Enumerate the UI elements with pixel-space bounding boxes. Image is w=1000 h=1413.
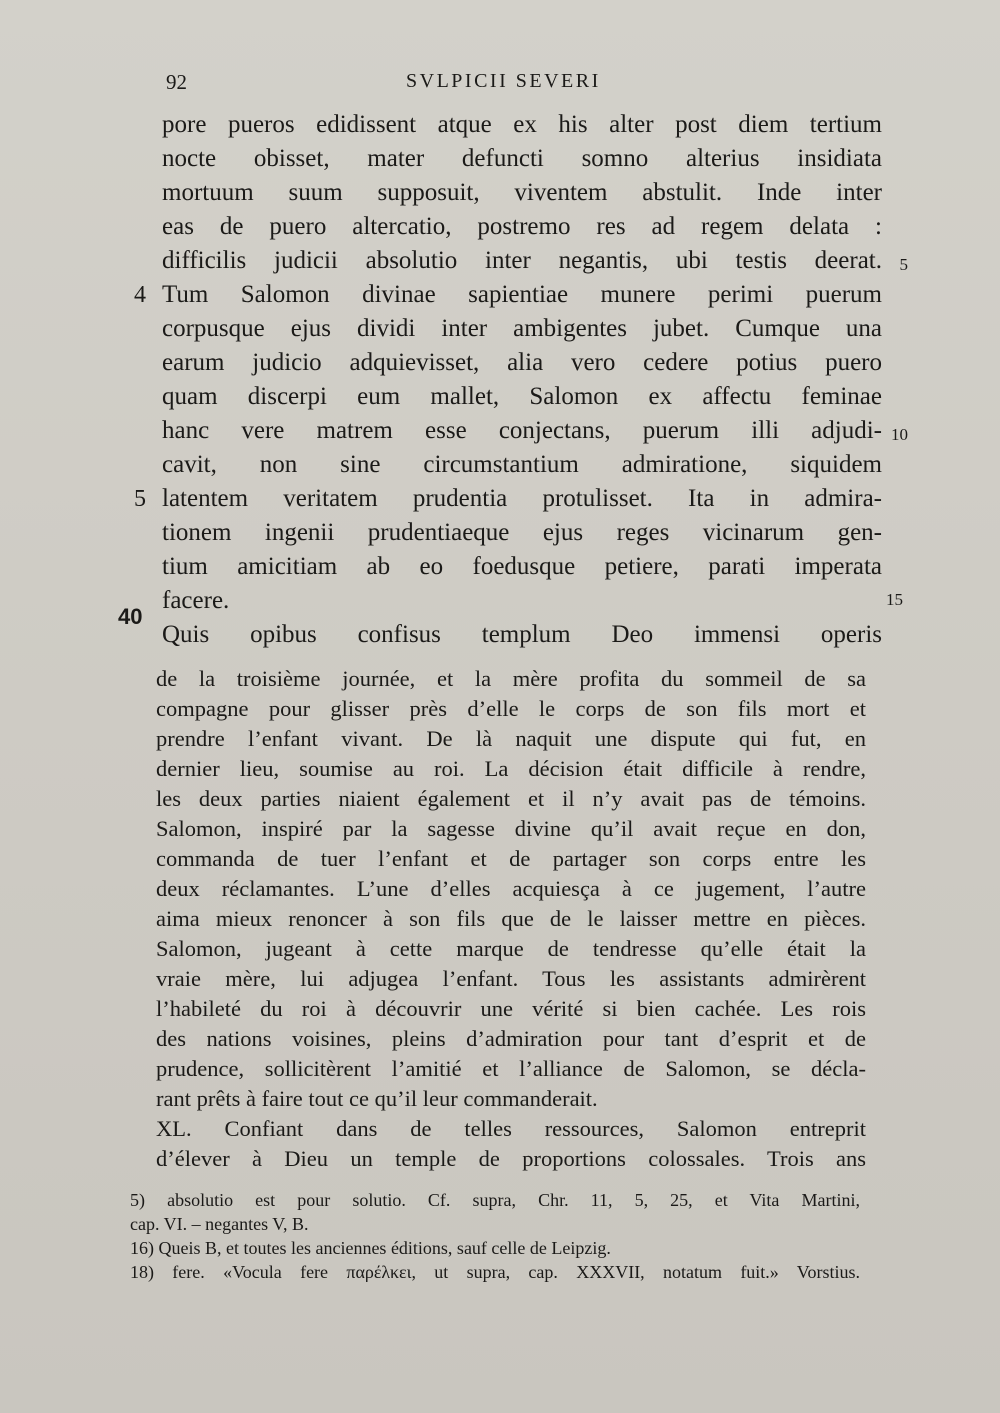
latin-line-text: latentem veritatem prudentia protulisset. Ita in admira- — [162, 485, 882, 512]
latin-line: corpusque ejus dividi inter ambigentes jubet. Cumque una — [162, 315, 882, 342]
latin-line: eas de puero altercatio, postremo res ad regem delata : — [162, 213, 882, 240]
latin-line-with-number — [162, 244, 908, 278]
footnote-line: 18) fere. «Vocula fere παρέλκει, ut supra, cap. XXXVII, notatum fuit.» Vorstius. — [130, 1262, 860, 1282]
latin-line: Quis opibus confisus templum Deo immensi operis — [162, 621, 882, 648]
french-line: d’élever à Dieu un temple de proportions colossales. Trois ans — [156, 1146, 866, 1171]
french-line: aima mieux renoncer à son fils que de le laisser mettre en pièces. — [156, 906, 866, 931]
latin-line: cavit, non sine circumstantium admiratione, siquidem — [162, 451, 882, 478]
latin-line-with-verse — [134, 482, 882, 516]
french-line: de la troisième journée, et la mère profita du sommeil de sa — [156, 666, 866, 691]
french-line: l’habileté du roi à découvrir une vérité si bien cachée. Les rois — [156, 996, 866, 1021]
footnote-line: cap. VI. – negantes V, B. — [130, 1214, 309, 1234]
french-line: des nations voisines, pleins d’admiration pour tant d’esprit et de — [156, 1026, 866, 1051]
latin-line-text: difficilis judicii absolutio inter negantis, ubi testis deerat. — [162, 247, 882, 274]
latin-line-text: hanc vere matrem esse conjectans, puerum illi adjudi- — [162, 417, 882, 444]
line-number-5: 5 — [899, 255, 908, 274]
verse-marker-4: 4 — [134, 282, 146, 308]
latin-line-with-number — [162, 414, 908, 448]
french-line: compagne pour glisser près d’elle le corps de son fils mort et — [156, 696, 866, 721]
footnote-line: 16) Queis B, et toutes les anciennes éditions, sauf celle de Leipzig. — [130, 1238, 611, 1258]
page-number: 92 — [166, 70, 187, 94]
latin-line: quam discerpi eum mallet, Salomon ex affectu feminae — [162, 383, 882, 410]
french-line: dernier lieu, soumise au roi. La décision était difficile à rendre, — [156, 756, 866, 781]
french-translation — [156, 664, 866, 1174]
french-line: deux réclamantes. L’une d’elles acquiesça à ce jugement, l’autre — [156, 876, 866, 901]
footnotes — [130, 1188, 860, 1284]
french-line: XL. Confiant dans de telles ressources, Salomon entreprit — [156, 1116, 866, 1141]
french-line: commanda de tuer l’enfant et de partager son corps entre les — [156, 846, 866, 871]
latin-line-with-verse — [134, 278, 882, 312]
line-number-15: 15 — [886, 590, 903, 609]
french-line: prendre l’enfant vivant. De là naquit une dispute qui fut, en — [156, 726, 866, 751]
french-line: prudence, sollicitèrent l’amitié et l’alliance de Salomon, se décla- — [156, 1056, 866, 1081]
latin-line: mortuum suum supposuit, viventem abstulit. Inde inter — [162, 179, 882, 206]
latin-line: tium amicitiam ab eo foedusque petiere, parati imperata — [162, 553, 882, 580]
chapter-number: 40 — [118, 604, 143, 629]
verse-marker-5: 5 — [134, 486, 146, 512]
line-number-10: 10 — [891, 425, 908, 444]
latin-line: nocte obisset, mater defuncti somno alterius insidiata — [162, 145, 882, 172]
latin-line: tionem ingenii prudentiaeque ejus reges vicinarum gen- — [162, 519, 882, 546]
latin-line-text: Tum Salomon divinae sapientiae munere perimi puerum — [162, 281, 882, 308]
french-line: rant prêts à faire tout ce qu’il leur commanderait. — [156, 1086, 598, 1111]
latin-line: pore pueros edidissent atque ex his alter post diem tertium — [162, 111, 882, 138]
latin-line: earum judicio adquievisset, alia vero cedere potius puero — [162, 349, 882, 376]
footnote-line: 5) absolutio est pour solutio. Cf. supra, Chr. 11, 5, 25, et Vita Martini, — [130, 1190, 860, 1210]
running-title: SVLPICII SEVERI — [406, 70, 601, 92]
french-line: les deux parties niaient également et il n’y avait pas de témoins. — [156, 786, 866, 811]
french-line: Salomon, jugeant à cette marque de tendresse qu’elle était la — [156, 936, 866, 961]
french-line: vraie mère, lui adjugea l’enfant. Tous les assistants admirèrent — [156, 966, 866, 991]
latin-line: facere. — [162, 587, 230, 614]
french-line: Salomon, inspiré par la sagesse divine qu’il avait reçue en don, — [156, 816, 866, 841]
